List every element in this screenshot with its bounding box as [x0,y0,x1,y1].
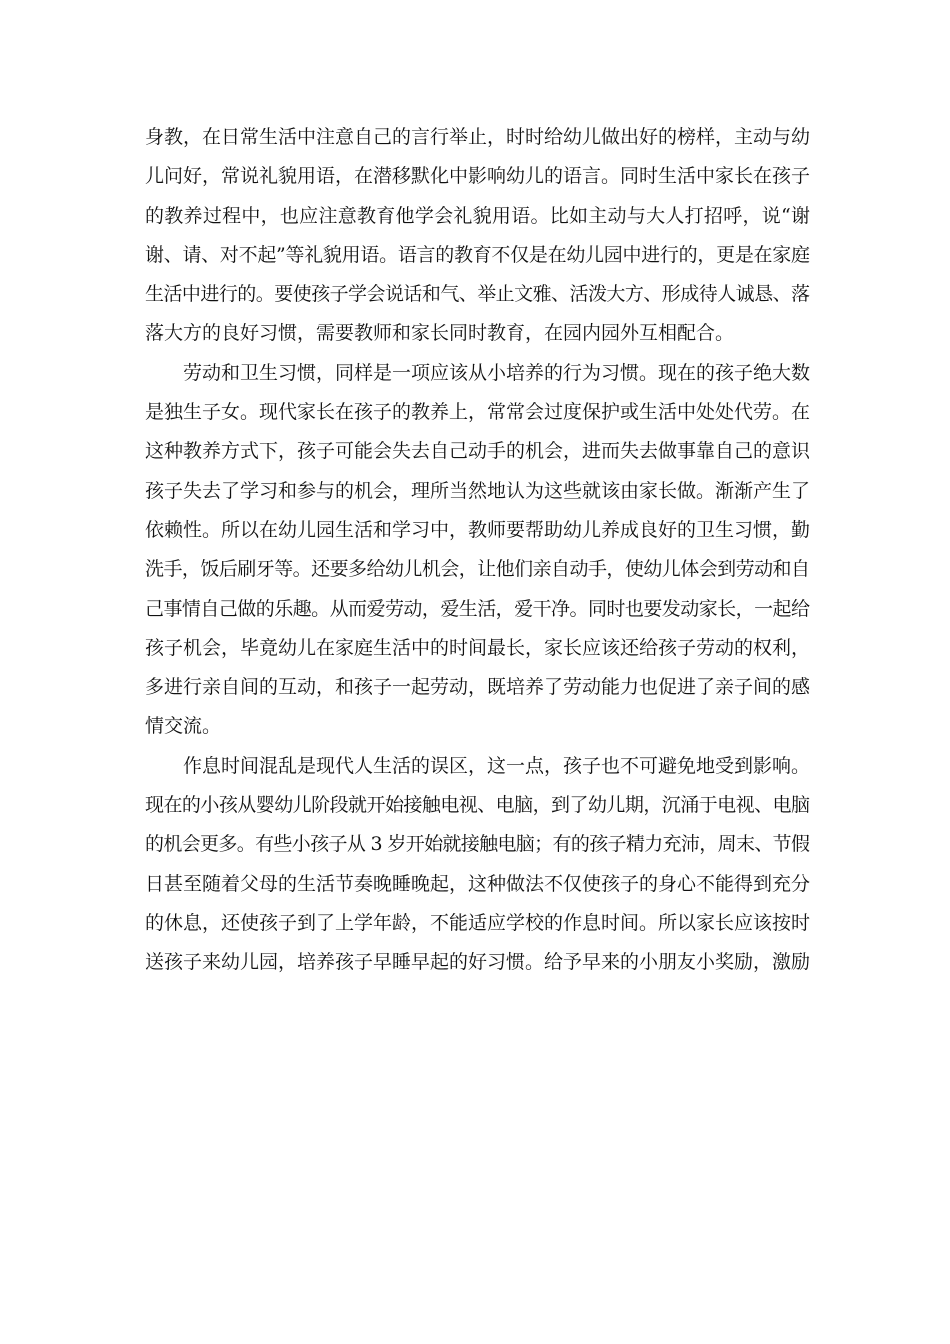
text-line: 孩子机会，毕竟幼儿在家庭生活中的时间最长，家长应该还给孩子劳动的权利， [145,636,811,659]
text-line: 多进行亲自间的互动，和孩子一起劳动，既培养了劳动能力也促进了亲子间的感 [145,676,811,699]
text-line: 孩子失去了学习和参与的机会，理所当然地认为这些就该由家长做。渐渐产生了 [145,479,811,502]
text-line: 儿问好，常说礼貌用语，在潜移默化中影响幼儿的语言。同时生活中家长在孩子 [145,165,811,188]
text-line: 这种教养方式下，孩子可能会失去自己动手的机会，进而失去做事靠自己的意识 [145,440,811,463]
paragraph [145,354,810,747]
text-line: 情交流。 [145,715,222,738]
paragraph [145,118,810,354]
text-line: 日甚至随着父母的生活节奏晚睡晚起，这种做法不仅使孩子的身心不能得到充分 [145,872,811,895]
text-line: 是独生子女。现代家长在孩子的教养上，常常会过度保护或生活中处处代劳。在 [145,401,811,424]
text-line: 依赖性。所以在幼儿园生活和学习中，教师要帮助幼儿养成良好的卫生习惯，勤 [145,518,811,541]
text-line: 谢、请、对不起”等礼貌用语。语言的教育不仅是在幼儿园中进行的，更是在家庭 [145,243,810,266]
text-line: 的休息，还使孩子到了上学年龄，不能适应学校的作息时间。所以家长应该按时 [145,911,811,934]
text-line: 落大方的良好习惯，需要教师和家长同时教育，在园内园外互相配合。 [145,322,735,345]
text-line: 送孩子来幼儿园，培养孩子早睡早起的好习惯。给予早来的小朋友小奖励，激励 [145,951,811,974]
text-line: 现在的小孩从婴幼儿阶段就开始接触电视、电脑，到了幼儿期，沉涌于电视、电脑 [145,794,810,817]
text-line: 的教养过程中，也应注意教育他学会礼貌用语。比如主动与大人打招呼，说“谢 [145,204,811,227]
text-line: 的机会更多。有些小孩子从 3 岁开始就接触电脑；有的孩子精力充沛，周末、节假 [145,833,810,856]
paragraph [145,747,810,983]
text-line: 劳动和卫生习惯，同样是一项应该从小培养的行为习惯。现在的孩子绝大数 [183,361,811,384]
text-line: 生活中进行的。要使孩子学会说话和气、举止文雅、活泼大方、形成待人诚恳、落 [145,283,810,306]
text-line: 洗手，饭后刷牙等。还要多给幼儿机会，让他们亲自动手，使幼儿体会到劳动和自 [145,558,810,581]
text-line: 身教，在日常生活中注意自己的言行举止，时时给幼儿做出好的榜样，主动与幼 [145,126,811,148]
text-line: 作息时间混乱是现代人生活的误区，这一点，孩子也不可避免地受到影响。 [183,754,811,777]
body-text [145,118,810,983]
text-line: 己事情自己做的乐趣。从而爱劳动，爱生活，爱干净。同时也要发动家长，一起给 [145,597,810,620]
